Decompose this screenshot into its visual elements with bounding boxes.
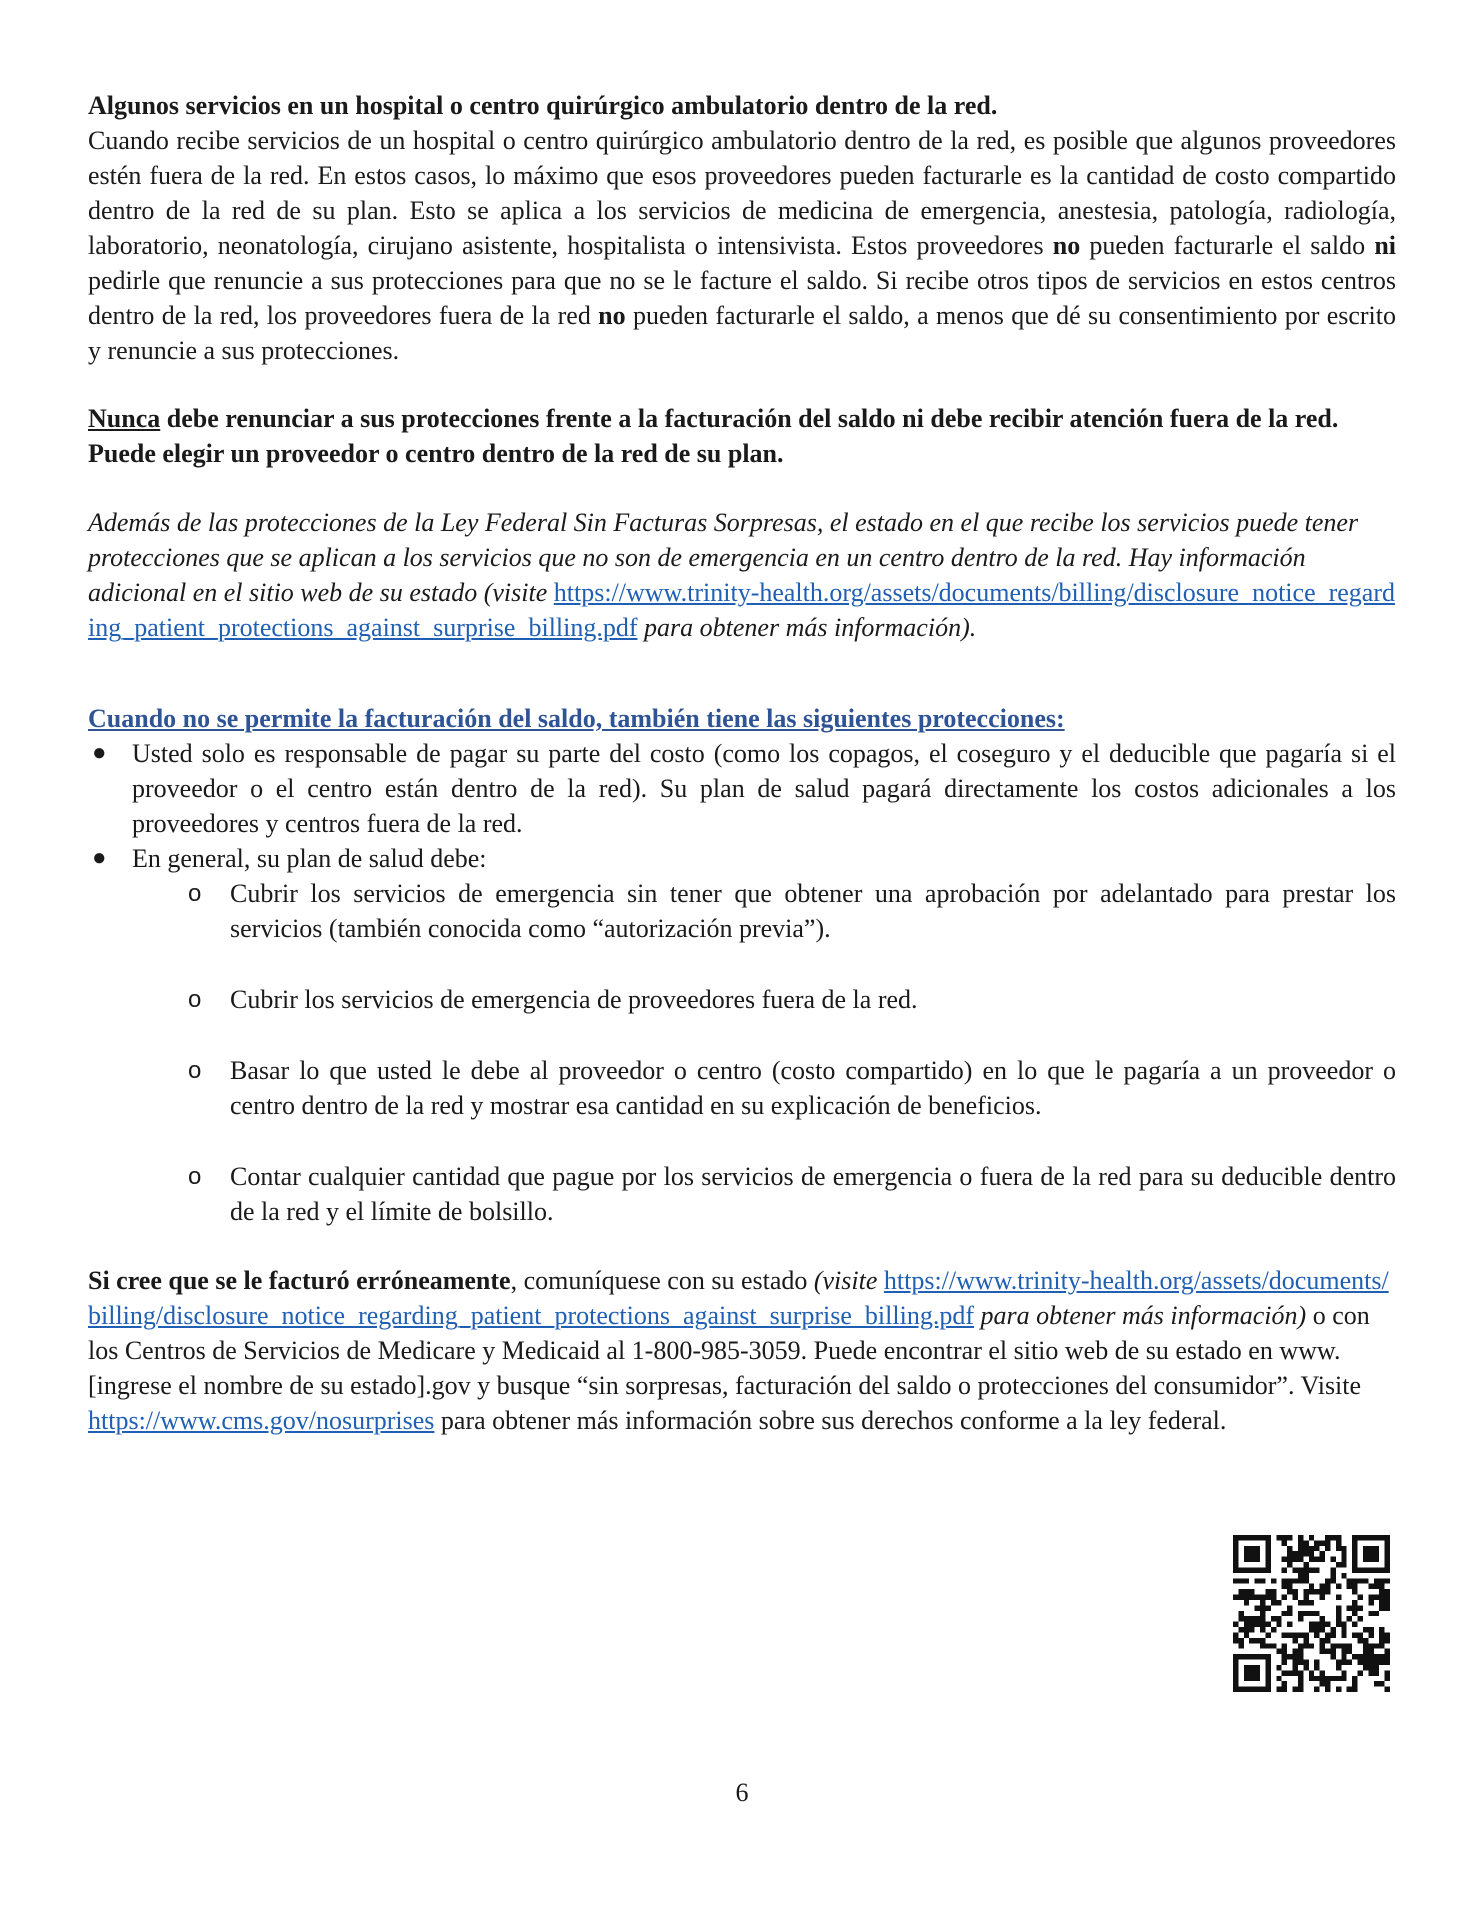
never-waive-protections-statement: Nunca debe renunciar a sus protecciones frente a la facturación del saldo ni debe recibir atención fuera de la red. Puede elegir un proveedor o centro dentro de la red de su plan. xyxy=(88,404,1339,468)
list-item: o Cubrir los servicios de emergencia sin tener que obtener una aprobación por adelantado para prestar los servicios (también conocida como “autorización previa”). xyxy=(88,876,1396,946)
section-heading-protections: Cuando no se permite la facturación del saldo, también tiene las siguientes protecciones: xyxy=(88,704,1065,733)
circle-bullet-icon: o xyxy=(188,1163,202,1190)
circle-bullet-icon: o xyxy=(188,986,202,1013)
paragraph-in-network-facilities: Cuando recibe servicios de un hospital o centro quirúrgico ambulatorio dentro de la red, es posible que algunos proveedores estén fuera de la red. En estos casos, lo máximo que esos proveedores pueden facturarle es la cantidad de costo compartido dentro de la red de su plan. Esto se aplica a los servicios de medicina de emergencia, anestesia, patología, radiología, laboratorio, neonatología, cirujano asistente, hospitalista o intensivista. Estos proveedores no pueden facturarle el saldo ni pedirle que renuncie a sus protecciones para que no se le facture el saldo. Si recibe otros tipos de servicios en estos centros dentro de la red, los proveedores fuera de la red no pueden facturarle el saldo, a menos que dé su consentimiento por escrito y renuncie a sus protecciones. xyxy=(88,126,1396,365)
bullet-icon: ● xyxy=(92,740,107,766)
health-plan-obligations-list xyxy=(88,876,1396,1229)
circle-bullet-icon: o xyxy=(188,880,202,907)
list-item: o Basar lo que usted le debe al proveedor o centro (costo compartido) en lo que le pagaría a un proveedor o centro dentro de la red y mostrar esa cantidad en su explicación de beneficios. xyxy=(88,1053,1396,1123)
state-website-link[interactable]: https://www.trinity-health.org/assets/documents/billing/disclosure_notice_regarding_patient_protections_against_surprise_billing.pdf xyxy=(88,578,1396,642)
state-website-link-2[interactable]: https://www.trinity-health.org/assets/documents/billing/disclosure_notice_regarding_patient_protections_against_surprise_billing.pdf xyxy=(88,1266,1389,1330)
bullet-icon: ● xyxy=(92,845,107,871)
incorrect-billing-paragraph: Si cree que se le facturó erróneamente, comuníquese con su estado (visite https://www.trinity-health.org/assets/documents/billing/disclosure_notice_regarding_patient_protections_against_surprise_billing.pdf para obtener más información) o con los Centros de Servicios de Medicare y Medicaid al 1-800-985-3059. Puede encontrar el sitio web de su estado en www.[ingrese el nombre de su estado].gov y busque “sin sorpresas, facturación del saldo o protecciones del consumidor”. Visite https://www.cms.gov/nosurprises para obtener más información sobre sus derechos conforme a la ley federal. xyxy=(88,1266,1389,1435)
section-heading-hospital-services: Algunos servicios en un hospital o centro quirúrgico ambulatorio dentro de la red. xyxy=(88,91,998,120)
circle-bullet-icon: o xyxy=(188,1057,202,1084)
page-number: 6 xyxy=(735,1778,749,1807)
cms-nosurprises-link[interactable]: https://www.cms.gov/nosurprises xyxy=(88,1406,435,1435)
list-item: o Cubrir los servicios de emergencia de proveedores fuera de la red. xyxy=(88,982,1396,1017)
qr-code-icon[interactable] xyxy=(1233,1535,1390,1692)
protections-bullet-list xyxy=(88,736,1396,876)
list-item: o Contar cualquier cantidad que pague por los servicios de emergencia o fuera de la red para su deducible dentro de la red y el límite de bolsillo. xyxy=(88,1159,1396,1229)
page-content xyxy=(88,88,1396,1438)
list-item: ● En general, su plan de salud debe: xyxy=(88,841,1396,876)
list-item: ● Usted solo es responsable de pagar su parte del costo (como los copagos, el coseguro y el deducible que pagaría si el proveedor o el centro están dentro de la red). Su plan de salud pagará directamente los costos adicionales a los proveedores y centros fuera de la red. xyxy=(88,736,1396,841)
state-protections-paragraph: Además de las protecciones de la Ley Federal Sin Facturas Sorpresas, el estado en el que recibe los servicios puede tener protecciones que se aplican a los servicios que no son de emergencia en un centro dentro de la red. Hay información adicional en el sitio web de su estado (visite https://www.trinity-health.org/assets/documents/billing/disclosure_notice_regarding_patient_protections_against_surprise_billing.pdf para obtener más información). xyxy=(88,508,1396,642)
